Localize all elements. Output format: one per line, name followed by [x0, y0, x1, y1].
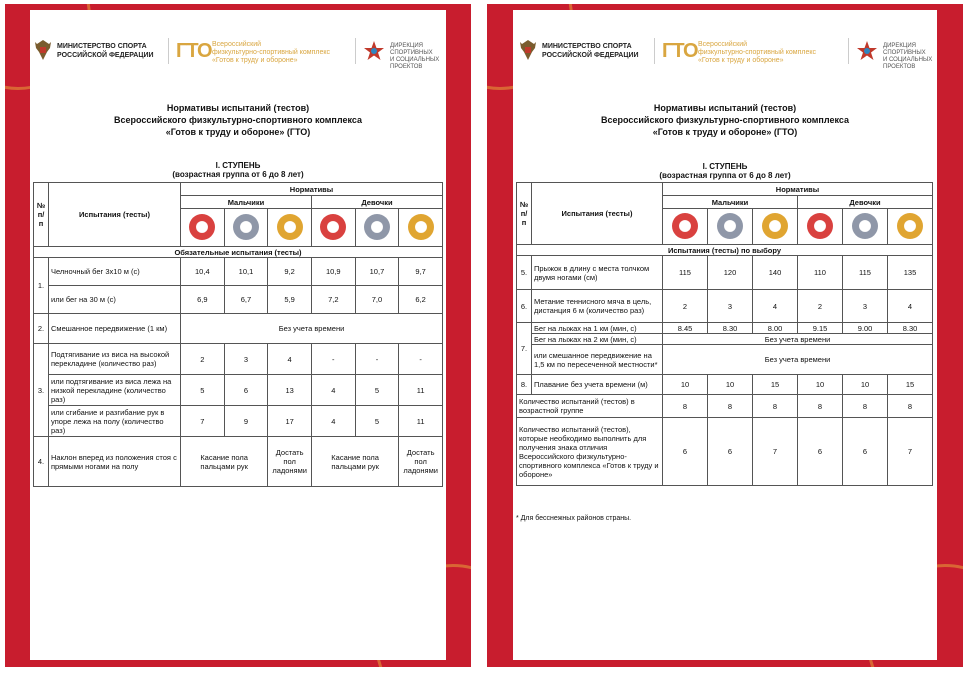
gold-badge-icon	[408, 214, 434, 240]
ministry-line: МИНИСТЕРСТВО СПОРТА	[57, 43, 147, 50]
title-line: Нормативы испытаний (тестов)	[653, 103, 797, 113]
norm-value: 8	[798, 395, 843, 418]
test-name: Челночный бег 3х10 м (с)	[49, 258, 181, 286]
norm-value: 6	[708, 418, 753, 486]
norm-value: Без учета времени	[663, 334, 933, 345]
bronze-badge-icon	[320, 214, 346, 240]
norm-value: 9.00	[843, 323, 888, 334]
norm-value: 9.15	[798, 323, 843, 334]
norm-value: 10	[708, 375, 753, 395]
norm-value: 6	[798, 418, 843, 486]
ministry-line: РОССИЙСКОЙ ФЕДЕРАЦИИ	[542, 52, 639, 59]
document-title	[513, 102, 937, 138]
gto-caption-line: физкультурно-спортивный комплекс	[212, 49, 331, 56]
norm-value: 3	[843, 290, 888, 323]
divider	[355, 38, 356, 64]
gto-logo: ГТО	[662, 40, 698, 62]
test-name: Прыжок в длину с места толчком двумя ногами (см)	[532, 256, 663, 290]
page-header	[30, 36, 446, 72]
norm-value: 10,9	[311, 258, 355, 286]
norm-value: 4	[753, 290, 798, 323]
directorate-star-icon	[856, 40, 878, 62]
row-number: 3.	[34, 344, 49, 437]
norm-value: 140	[753, 256, 798, 290]
stage-heading	[513, 162, 937, 180]
norm-value: 6,9	[181, 286, 225, 314]
test-name: Бег на лыжах на 2 км (мин, с)	[532, 334, 663, 345]
directorate-line: СПОРТИВНЫХ	[390, 50, 433, 56]
col-norms-header: Нормативы	[663, 183, 933, 196]
coat-of-arms-icon	[518, 38, 538, 62]
page-header	[513, 36, 937, 72]
gto-caption-line: «Готов к труду и обороне»	[698, 57, 784, 64]
norm-value: 4	[311, 375, 355, 406]
title-line: «Готов к труду и обороне» (ГТО)	[165, 127, 311, 137]
norm-value: 6	[663, 418, 708, 486]
badge-cell	[843, 209, 888, 245]
norm-value: 4	[888, 290, 933, 323]
gto-caption	[212, 41, 330, 65]
badge-cell	[268, 209, 312, 247]
badge-cell	[311, 209, 355, 247]
silver-badge-icon	[717, 213, 743, 239]
norm-value: 135	[888, 256, 933, 290]
directorate-line: ДИРЕКЦИЯ	[883, 43, 916, 49]
silver-badge-icon	[852, 213, 878, 239]
badge-cell	[224, 209, 268, 247]
right-page	[513, 10, 937, 660]
test-name: или бег на 30 м (с)	[49, 286, 181, 314]
col-boys-header: Мальчики	[181, 196, 312, 209]
divider	[168, 38, 169, 64]
stage-title: I. СТУПЕНЬ	[702, 162, 748, 171]
gto-caption-line: Всероссийский	[212, 41, 262, 48]
norm-value: 115	[843, 256, 888, 290]
test-name: Бег на лыжах на 1 км (мин, с)	[532, 323, 663, 334]
test-name: Подтягивание из виса на высокой перекладине (количество раз)	[49, 344, 181, 375]
title-line: Всероссийского физкультурно-спортивного комплекса	[601, 115, 849, 125]
col-num-header: № п/п	[34, 183, 49, 247]
norm-value: 2	[181, 344, 225, 375]
norm-value: 10	[843, 375, 888, 395]
badge-cell	[181, 209, 225, 247]
row-number: 2.	[34, 314, 49, 344]
norm-value: 10,7	[355, 258, 399, 286]
badge-cell	[888, 209, 933, 245]
directorate-name	[883, 43, 932, 71]
divider	[848, 38, 849, 64]
directorate-line: ПРОЕКТОВ	[390, 64, 423, 70]
norm-value: 6	[224, 375, 268, 406]
stage-heading	[30, 161, 446, 179]
norm-value: 5	[355, 375, 399, 406]
col-num-header: № п/п	[517, 183, 532, 245]
norm-value: 6,7	[224, 286, 268, 314]
gold-badge-icon	[277, 214, 303, 240]
norm-value: 9,7	[399, 258, 443, 286]
norm-value: 110	[798, 256, 843, 290]
gold-badge-icon	[762, 213, 788, 239]
norm-value: Достать пол ладонями	[399, 437, 443, 487]
directorate-name	[390, 43, 439, 71]
norm-value: 5,9	[268, 286, 312, 314]
age-group: (возрастная группа от 6 до 8 лет)	[659, 171, 791, 180]
norm-value: 8.00	[753, 323, 798, 334]
norms-table-optional	[516, 182, 933, 486]
test-name: Смешанное передвижение (1 км)	[49, 314, 181, 344]
gto-caption-line: Всероссийский	[698, 41, 748, 48]
norm-value: 8	[708, 395, 753, 418]
norm-value: 11	[399, 406, 443, 437]
norm-value: 8	[663, 395, 708, 418]
section-heading: Испытания (тесты) по выбору	[517, 245, 933, 256]
norm-value: Касание пола пальцами рук	[311, 437, 398, 487]
norm-value: 2	[798, 290, 843, 323]
coat-of-arms-icon	[33, 38, 53, 62]
norm-value: Касание пола пальцами рук	[181, 437, 268, 487]
norms-table-mandatory	[33, 182, 443, 487]
directorate-line: ПРОЕКТОВ	[883, 64, 916, 70]
directorate-line: И СОЦИАЛЬНЫХ	[883, 57, 933, 63]
directorate-star-icon	[363, 40, 385, 62]
col-girls-header: Девочки	[798, 196, 933, 209]
document-title	[30, 102, 446, 138]
ministry-name	[542, 42, 639, 60]
norm-value: 9,2	[268, 258, 312, 286]
norm-value: 8	[753, 395, 798, 418]
right-page-frame	[487, 4, 963, 667]
norm-value: Без учета времени	[181, 314, 443, 344]
norm-value: 6,2	[399, 286, 443, 314]
norm-value: 10	[798, 375, 843, 395]
norm-value: Без учета времени	[663, 345, 933, 375]
test-name: Наклон вперед из положения стоя с прямыми ногами на полу	[49, 437, 181, 487]
norm-value: 8.45	[663, 323, 708, 334]
test-name: или сгибание и разгибание рук в упоре лежа на полу (количество раз)	[49, 406, 181, 437]
title-line: Нормативы испытаний (тестов)	[166, 103, 310, 113]
norm-value: 17	[268, 406, 312, 437]
norm-value: 7,2	[311, 286, 355, 314]
ministry-line: МИНИСТЕРСТВО СПОРТА	[542, 43, 632, 50]
norm-value: 3	[708, 290, 753, 323]
row-number: 4.	[34, 437, 49, 487]
badge-cell	[399, 209, 443, 247]
row-number: 1.	[34, 258, 49, 314]
badge-cell	[798, 209, 843, 245]
directorate-line: И СОЦИАЛЬНЫХ	[390, 57, 440, 63]
norm-value: 13	[268, 375, 312, 406]
norm-value: 8.30	[888, 323, 933, 334]
norm-value: Достать пол ладонями	[268, 437, 312, 487]
silver-badge-icon	[364, 214, 390, 240]
norm-value: 10	[663, 375, 708, 395]
row-number: 8.	[517, 375, 532, 395]
gto-caption-line: «Готов к труду и обороне»	[212, 57, 298, 64]
section-heading: Обязательные испытания (тесты)	[34, 247, 443, 258]
directorate-line: СПОРТИВНЫХ	[883, 50, 926, 56]
ministry-line: РОССИЙСКОЙ ФЕДЕРАЦИИ	[57, 52, 154, 59]
norm-value: 6	[843, 418, 888, 486]
gto-logo: ГТО	[176, 40, 212, 62]
col-girls-header: Девочки	[311, 196, 442, 209]
norm-value: 8	[888, 395, 933, 418]
badge-cell	[663, 209, 708, 245]
ministry-name	[57, 42, 154, 60]
silver-badge-icon	[233, 214, 259, 240]
col-boys-header: Мальчики	[663, 196, 798, 209]
test-name: Количество испытаний (тестов), которые необходимо выполнить для получения знака отличия Всероссийского физкультурно-спортивного комплекса «Готов к труду и обороне»	[517, 418, 663, 486]
norm-value: 120	[708, 256, 753, 290]
norm-value: 3	[224, 344, 268, 375]
left-page	[30, 10, 446, 660]
badge-cell	[355, 209, 399, 247]
norm-value: -	[311, 344, 355, 375]
norm-value: 115	[663, 256, 708, 290]
col-norms-header: Нормативы	[181, 183, 443, 196]
test-name: или смешанное передвижение на 1,5 км по пересеченной местности*	[532, 345, 663, 375]
gto-caption	[698, 41, 816, 65]
norm-value: 8.30	[708, 323, 753, 334]
test-name: Количество испытаний (тестов) в возрастной группе	[517, 395, 663, 418]
age-group: (возрастная группа от 6 до 8 лет)	[172, 170, 304, 179]
badge-cell	[753, 209, 798, 245]
stage-title: I. СТУПЕНЬ	[215, 161, 261, 170]
norm-value: 15	[888, 375, 933, 395]
gold-badge-icon	[897, 213, 923, 239]
norm-value: 7,0	[355, 286, 399, 314]
divider	[654, 38, 655, 64]
title-line: «Готов к труду и обороне» (ГТО)	[652, 127, 798, 137]
row-number: 5.	[517, 256, 532, 290]
norm-value: 15	[753, 375, 798, 395]
bronze-badge-icon	[189, 214, 215, 240]
norm-value: 5	[355, 406, 399, 437]
col-tests-header: Испытания (тесты)	[49, 183, 181, 247]
directorate-line: ДИРЕКЦИЯ	[390, 43, 423, 49]
gto-caption-line: физкультурно-спортивный комплекс	[698, 49, 817, 56]
row-number: 7.	[517, 323, 532, 375]
col-tests-header: Испытания (тесты)	[532, 183, 663, 245]
row-number: 6.	[517, 290, 532, 323]
norm-value: 10,1	[224, 258, 268, 286]
norm-value: 5	[181, 375, 225, 406]
test-name: Плавание без учета времени (м)	[532, 375, 663, 395]
norm-value: 9	[224, 406, 268, 437]
norm-value: 4	[268, 344, 312, 375]
norm-value: 2	[663, 290, 708, 323]
footnote: * Для бесснежных районов страны.	[516, 515, 632, 522]
norm-value: -	[399, 344, 443, 375]
norm-value: 7	[753, 418, 798, 486]
test-name: или подтягивание из виса лежа на низкой перекладине (количество раз)	[49, 375, 181, 406]
test-name: Метание теннисного мяча в цель, дистанция 6 м (количество раз)	[532, 290, 663, 323]
title-line: Всероссийского физкультурно-спортивного комплекса	[114, 115, 362, 125]
norm-value: -	[355, 344, 399, 375]
norm-value: 4	[311, 406, 355, 437]
norm-value: 7	[888, 418, 933, 486]
norm-value: 7	[181, 406, 225, 437]
norm-value: 11	[399, 375, 443, 406]
bronze-badge-icon	[672, 213, 698, 239]
left-page-frame	[5, 4, 471, 667]
bronze-badge-icon	[807, 213, 833, 239]
norm-value: 8	[843, 395, 888, 418]
badge-cell	[708, 209, 753, 245]
norm-value: 10,4	[181, 258, 225, 286]
